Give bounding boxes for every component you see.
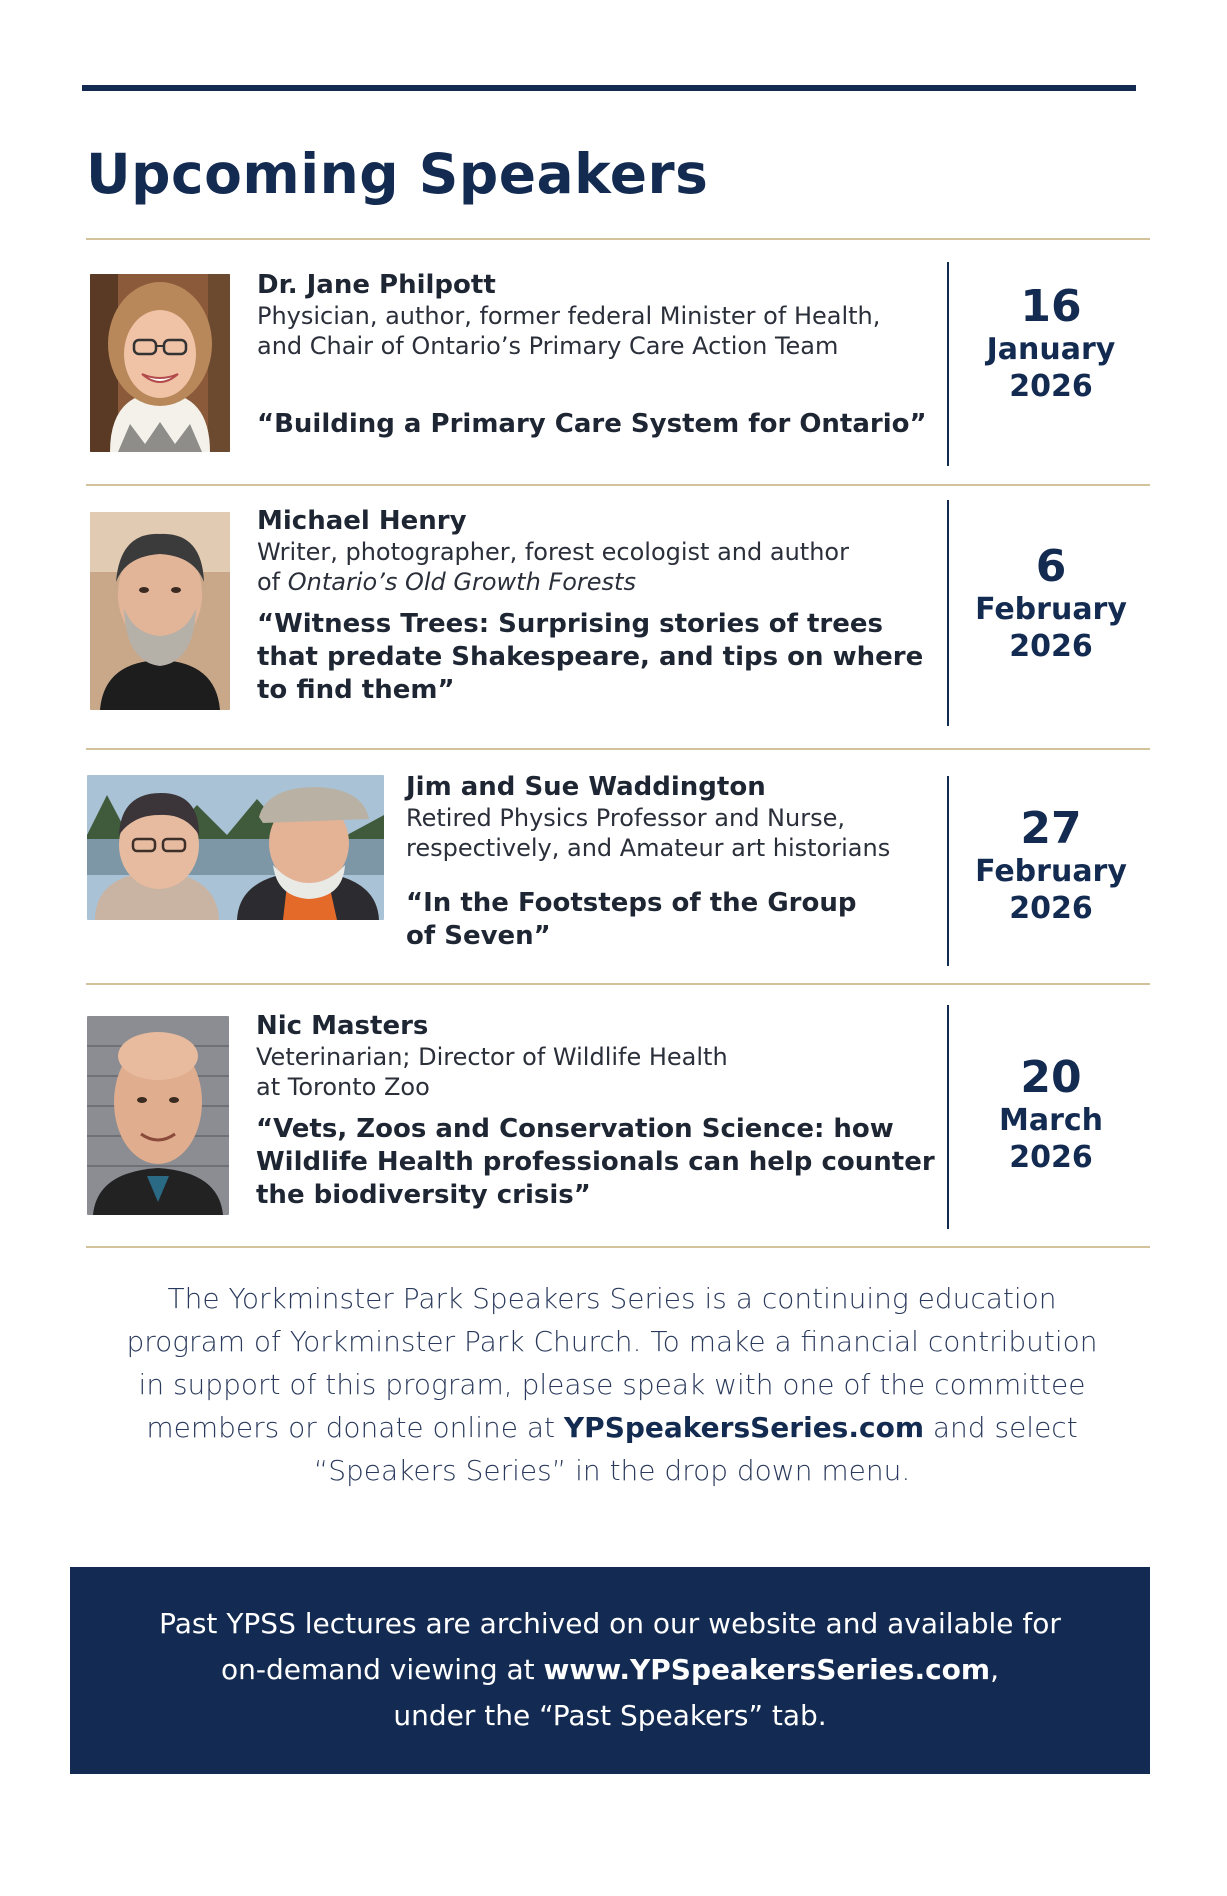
speaker-info [406,771,946,953]
speaker-role: Veterinarian; Director of Wildlife Health [256,1043,728,1071]
speaker-role: at Toronto Zoo [256,1073,430,1101]
top-rule [82,85,1136,91]
vertical-divider [947,776,949,966]
speaker-name: Dr. Jane Philpott [257,270,496,300]
speaker-name: Jim and Sue Waddington [406,772,766,802]
event-date [952,804,1150,928]
date-year: 2026 [1009,629,1093,664]
blurb-line: in support of this program, please speak with one of the committee [138,1368,1086,1401]
talk-title: the biodiversity crisis” [256,1180,591,1210]
date-year: 2026 [1009,1140,1093,1175]
speaker-row-masters [86,985,1150,1246]
archive-line: under the “Past Speakers” tab. [393,1699,827,1732]
blurb-text: members or donate online at [146,1411,564,1444]
speakers-list [86,238,1150,1248]
speaker-row-philpott [86,240,1150,484]
speaker-row-henry [86,486,1150,748]
date-month: February [975,854,1127,889]
archive-line [70,1647,1150,1693]
vertical-divider [947,262,949,466]
speaker-info [257,505,947,707]
date-month: February [975,592,1127,627]
vertical-divider [947,1005,949,1229]
blurb-line [62,1406,1162,1449]
talk-title: “Vets, Zoos and Conservation Science: how [256,1114,894,1144]
blurb-line: “Speakers Series” in the drop down menu. [313,1454,911,1487]
program-blurb [62,1277,1162,1492]
date-day: 27 [1020,803,1082,854]
speaker-info [256,1010,956,1212]
portrait-man-bald-icon [87,1016,229,1215]
speaker-role: Writer, photographer, forest ecologist and author [257,538,849,566]
date-year: 2026 [1009,891,1093,926]
portrait-man-beard-icon [90,512,230,710]
date-day: 6 [1035,541,1067,592]
book-title: Ontario’s Old Growth Forests [287,568,636,596]
speaker-role: and Chair of Ontario’s Primary Care Action Team [257,332,839,360]
date-year: 2026 [1009,369,1093,404]
donate-link[interactable]: YPSpeakersSeries.com [563,1411,924,1444]
portrait-woman-glasses-icon [90,274,230,452]
talk-title: of Seven” [406,921,551,951]
date-month: January [986,332,1116,367]
speaker-row-waddington [86,750,1150,983]
date-month: March [998,1103,1104,1138]
blurb-line: program of Yorkminster Park Church. To make a financial contribution [126,1325,1098,1358]
archive-text [70,1601,1150,1739]
divider [86,1246,1150,1248]
website-link[interactable]: www.YPSpeakersSeries.com [543,1653,991,1686]
vertical-divider [947,500,949,726]
event-date [952,542,1150,666]
archive-line: Past YPSS lectures are archived on our website and available for [159,1607,1061,1640]
speaker-name: Michael Henry [257,506,467,536]
portrait-couple-lake-icon [87,775,384,920]
archive-text-part: , [990,1653,999,1686]
date-day: 16 [1020,281,1082,332]
talk-title: Wildlife Health professionals can help counter [256,1147,935,1177]
talk-title: “Building a Primary Care System for Ontario” [257,409,927,439]
blurb-line: The Yorkminster Park Speakers Series is a continuing education [167,1282,1057,1315]
speaker-role [257,567,947,597]
speaker-info [257,269,937,441]
event-date [952,1053,1150,1177]
speaker-role: Physician, author, former federal Minister of Health, [257,302,881,330]
talk-title: that predate Shakespeare, and tips on where [257,642,924,672]
archive-banner [70,1567,1150,1774]
archive-text-part: on-demand viewing at [221,1653,544,1686]
page-title: Upcoming Speakers [86,142,709,206]
role-prefix: of [257,568,288,596]
speaker-role: Retired Physics Professor and Nurse, [406,804,845,832]
event-date [952,282,1150,406]
speaker-name: Nic Masters [256,1011,429,1041]
date-day: 20 [1020,1052,1082,1103]
speaker-role: respectively, and Amateur art historians [406,834,891,862]
talk-title: to find them” [257,675,455,705]
talk-title: “Witness Trees: Surprising stories of trees [257,609,883,639]
blurb-text: and select [924,1411,1078,1444]
talk-title: “In the Footsteps of the Group [406,888,857,918]
